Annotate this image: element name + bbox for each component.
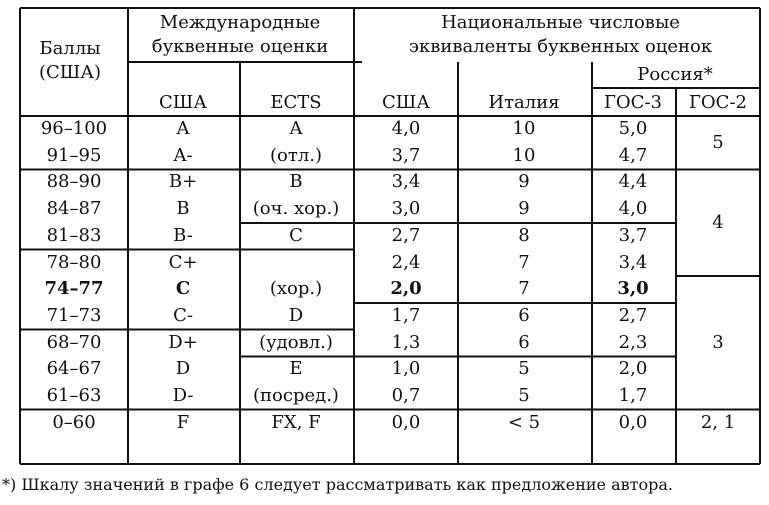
cell-score: 71–73 xyxy=(46,304,102,326)
cell-italy: 6 xyxy=(518,304,530,326)
header-col-gos2: ГОС-2 xyxy=(689,92,747,113)
cell-italy: 5 xyxy=(518,358,530,380)
cell-us-letter: C- xyxy=(173,304,193,326)
cell-ects-letter: A xyxy=(289,118,303,139)
cell-us-letter: D xyxy=(175,358,191,380)
cell-score: 74–77 xyxy=(44,278,104,300)
cell-italy: < 5 xyxy=(507,411,541,433)
cell-gos2: 5 xyxy=(712,131,724,153)
cell-gos3: 1,7 xyxy=(618,385,648,406)
cell-us-number: 3,0 xyxy=(391,198,421,220)
cell-gos3: 0,0 xyxy=(618,411,648,433)
footnote: *) Шкалу значений в графе 6 следует рассматривать как предложение автора. xyxy=(2,475,673,494)
cell-ects-letter: E xyxy=(289,358,303,380)
cell-gos3: 5,0 xyxy=(618,118,648,139)
cell-us-number: 3,4 xyxy=(391,171,421,193)
cell-us-number: 1,7 xyxy=(391,304,421,326)
cell-gos3: 2,3 xyxy=(618,331,648,353)
cell-us-number: 2,0 xyxy=(390,278,422,300)
cell-us-number: 1,0 xyxy=(391,358,421,380)
cell-score: 91–95 xyxy=(46,144,102,166)
cell-gos3: 2,7 xyxy=(618,304,648,326)
cell-ects-letter: FX, F xyxy=(271,411,321,433)
cell-score: 64–67 xyxy=(46,358,102,380)
header-scores-us-line1: Баллы xyxy=(39,38,101,59)
header-col-italy: Италия xyxy=(488,92,560,113)
header-col-us-num: США xyxy=(382,92,430,113)
header-russia: Россия* xyxy=(637,64,713,85)
cell-score: 61–63 xyxy=(46,385,102,406)
header-international-line2: буквенные оценки xyxy=(151,36,329,57)
cell-us-letter: A- xyxy=(173,144,193,166)
cell-italy: 6 xyxy=(518,331,530,353)
cell-us-letter: D+ xyxy=(168,331,198,353)
header-national-line1: Национальные числовые xyxy=(441,12,680,33)
cell-us-letter: A xyxy=(176,118,190,139)
header-scores-us-line2: (США) xyxy=(39,62,101,83)
cell-score: 88–90 xyxy=(46,171,102,193)
cell-us-letter: B xyxy=(176,198,190,220)
cell-score: 81–83 xyxy=(46,224,102,246)
cell-italy: 10 xyxy=(512,118,536,139)
header-col-ects: ECTS xyxy=(270,92,322,113)
cell-italy: 7 xyxy=(518,251,530,273)
cell-italy: 10 xyxy=(512,144,536,166)
cell-us-letter: B- xyxy=(173,224,193,246)
cell-ects-label: (посред.) xyxy=(253,385,339,406)
cell-ects-label: (хор.) xyxy=(269,278,323,300)
cell-score: 84–87 xyxy=(46,198,102,220)
cell-us-letter: B+ xyxy=(168,171,198,193)
cell-ects-letter: C xyxy=(289,224,303,246)
header-col-us: США xyxy=(159,92,207,113)
cell-us-number: 0,7 xyxy=(391,385,421,406)
cell-italy: 9 xyxy=(518,171,530,193)
cell-score: 78–80 xyxy=(46,251,102,273)
cell-us-letter: C xyxy=(175,278,191,300)
cell-score: 68–70 xyxy=(46,331,102,353)
cell-italy: 5 xyxy=(518,385,530,406)
cell-score: 96–100 xyxy=(40,118,108,139)
cell-gos3: 4,7 xyxy=(618,144,648,166)
cell-us-number: 3,7 xyxy=(391,144,421,166)
cell-italy: 7 xyxy=(518,278,530,300)
cell-gos2: 4 xyxy=(712,211,724,233)
cell-us-number: 4,0 xyxy=(391,118,421,139)
cell-gos2: 3 xyxy=(712,331,724,353)
cell-ects-label: (отл.) xyxy=(270,144,322,166)
cell-italy: 9 xyxy=(518,198,530,220)
cell-us-letter: C+ xyxy=(168,251,198,273)
cell-us-number: 0,0 xyxy=(391,411,421,433)
cell-us-number: 2,7 xyxy=(391,224,421,246)
cell-ects-label: (оч. хор.) xyxy=(252,198,340,220)
cell-gos3: 2,0 xyxy=(618,358,648,380)
cell-gos3: 4,0 xyxy=(618,198,648,220)
cell-ects-label: (удовл.) xyxy=(259,331,333,353)
cell-us-number: 1,3 xyxy=(391,331,421,353)
cell-ects-letter: B xyxy=(289,171,303,193)
cell-us-number: 2,4 xyxy=(391,251,421,273)
cell-gos3: 3,0 xyxy=(617,278,649,300)
header-national-line2: эквиваленты буквенных оценок xyxy=(408,36,713,57)
cell-gos3: 3,4 xyxy=(618,251,648,273)
header-international-line1: Международные xyxy=(159,12,321,33)
cell-gos2: 2, 1 xyxy=(700,412,736,434)
cell-italy: 8 xyxy=(518,224,530,246)
cell-us-letter: D- xyxy=(172,385,194,406)
cell-us-letter: F xyxy=(176,411,190,433)
header-col-gos3: ГОС-3 xyxy=(604,92,662,113)
cell-score: 0–60 xyxy=(52,411,96,433)
cell-gos3: 4,4 xyxy=(618,171,648,193)
cell-gos3: 3,7 xyxy=(618,224,648,246)
cell-ects-letter: D xyxy=(288,304,304,326)
